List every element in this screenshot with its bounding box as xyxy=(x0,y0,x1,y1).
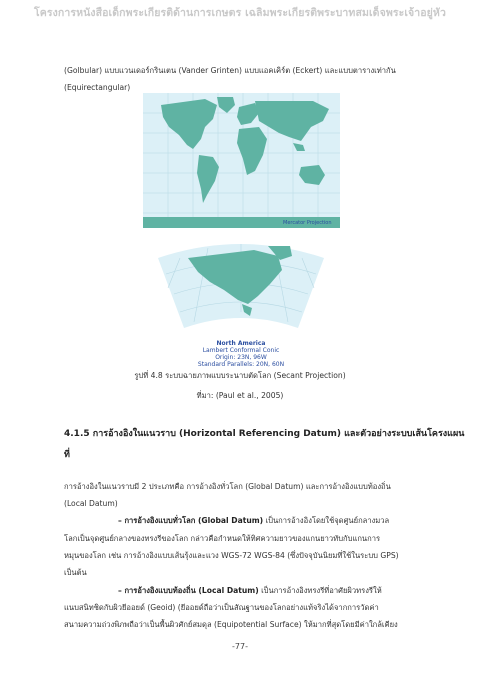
section-heading-line-1: 4.1.5 การอ้างอิงในแนวราบ (Horizontal Referencing Datum) และตัวอย่างระบบเส้นโครงแผน xyxy=(64,429,465,439)
global-datum-term: – การอ้างอิงแบบทั่วโลก (Global Datum) xyxy=(118,516,264,525)
para1-line-2: (Local Datum) xyxy=(64,499,118,508)
local-datum-term: – การอ้างอิงแบบท้องถิ่น (Local Datum) xyxy=(118,586,259,595)
map2-origin: Origin: 23N, 96W xyxy=(215,354,267,361)
section-heading-line-2: ที่ xyxy=(64,450,70,460)
para3-line-3: สนามความถ่วงพิภพถือว่าเป็นพื้นผิวศักย์สมดุล (Equipotential Surface) ให้มากที่สุดโดยมีค่าใกล้เคียง xyxy=(64,620,398,629)
intro-line-1: (Golbular) แบบแวนเดอร์กรินเตน (Vander Grinten) แบบแอคเคิร์ต (Eckert) และแบบตารางเท่ากัน xyxy=(64,66,396,75)
para2-line-1 xyxy=(118,512,389,529)
para3-line-1 xyxy=(118,582,382,599)
running-header: โครงการหนังสือเด็กพระเกียรติด้านการเกษตร เฉลิมพระเกียรติพระบาทสมเด็จพระเจ้าอยู่หัว xyxy=(34,7,446,19)
map2-parallels: Standard Parallels: 20N, 60N xyxy=(197,361,285,368)
page-number: -77- xyxy=(232,642,248,651)
para2-line-3: หมุนของโลก เช่น การอ้างอิงแบบเส้นรุ้งและแวง WGS-72 WGS-84 (ซึ่งปัจจุบันนิยมที่ใช้ในระบบ GPS) xyxy=(64,551,399,560)
figure-caption: รูปที่ 4.8 ระบบฉายภาพแบบระนาบตัดโลก (Secant Projection) xyxy=(134,371,346,380)
map1-label: Mercator Projection xyxy=(283,220,332,226)
intro-line-2: (Equirectangular) xyxy=(64,83,131,92)
figure-source: ที่มา: (Paul et al., 2005) xyxy=(196,391,284,400)
para3-line-2: แนบสนิทชิดกับผิวยีออยด์ (Geoid) (ยีออยด์ถือว่าเป็นสัณฐานของโลกอย่างแท้จริงได้จากการวัดค่า xyxy=(64,603,379,612)
para2-line-4: เป็นต้น xyxy=(64,568,87,577)
para2-line-1-rest: เป็นการอ้างอิงโดยใช้จุดศูนย์กลางมวล xyxy=(263,516,390,525)
map2-subtitle: Lambert Conformal Conic xyxy=(202,347,280,354)
para2-line-2: โลกเป็นจุดศูนย์กลางของทรงรีของโลก กล่าวคือกำหนดให้ทิศความยาวของแกนยาวทับกับแกนการ xyxy=(64,534,381,543)
map2-title: North America xyxy=(216,340,266,347)
para1-line-1: การอ้างอิงในแนวราบมี 2 ประเภทคือ การอ้างอิงทั่วโลก (Global Datum) และการอ้างอิงแบบท้องถิ่น xyxy=(64,482,391,491)
para3-line-1-rest: เป็นการอ้างอิงทรงรีที่อาศัยผิวทรงรีให้ xyxy=(258,586,382,595)
lambert-conic-map xyxy=(158,238,324,340)
mercator-map xyxy=(143,93,340,228)
